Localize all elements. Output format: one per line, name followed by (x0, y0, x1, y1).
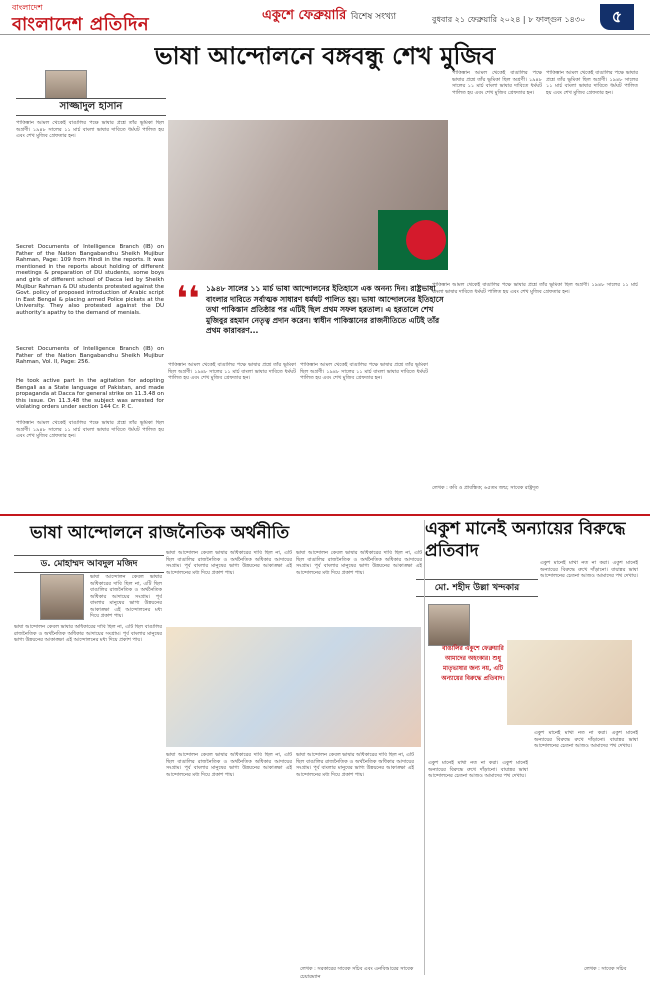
newspaper-logo[interactable]: বাংলাদেশ প্রতিদিন (12, 14, 150, 35)
article-3-pull-quote: বাঙালির একুশে ফেব্রুয়ারি আমাদের অহংকার। শুধু মাতৃভাষার জন্য নয়, এটি অন্যায়ের বিরুদ্ধে প্রতিবাদ। (441, 645, 505, 682)
article-1-english-1: Secret Documents of Intelligence Branch (IB) on Father of the Nation Bangabandhu Sheikh Mujibur Rahman, Page: 109 from Hindi in the reports. It was mentioned in the reports about holding of different meetings & preparation of DU students, some boys and girls of different school of Dacca led by Sheikh Mujibur Rahman & DU students protested against the Govt. policy of proposed introduction of Arabic script in East Bengal & placing armed Police pickets at the University. They also protested against the DU authority's apathy to the demand of menials. (16, 244, 164, 316)
article-1-body-col4: পাকিস্তান আমল থেকেই বাঙালির পক্ষে ভাষার প্রশ্নে তাঁর ভূমিকা ছিল অগ্রণী। ১৯৪৮ সালের ১১ মার্চ বাংলা ভাষার দাবিতে ধর্মঘট পালিত হয় এবং শেখ মুজিব গ্রেফতার হন। (546, 70, 638, 96)
article-3-intro: একুশ মানেই মাথা নত না করা। একুশ মানেই অন্যায়ের বিরুদ্ধে রুখে দাঁড়ানো। বায়ান্নর ভাষা আন্দোলনের চেতনা আজও আমাদের পথ দেখায়। (540, 560, 638, 579)
special-issue-main: একুশে ফেব্রুয়ারি (262, 8, 347, 23)
article-2-body-col2b: ভাষা আন্দোলন কেবল ভাষার অধিকারের দাবি ছিল না, এটি ছিল বাঙালির রাজনৈতিক ও অর্থনৈতিক অধিকার আদায়ের সংগ্রাম। পূর্ব বাংলার মানুষের ভাগ্য উন্নয়নের আকাঙ্ক্ষা এই আন্দোলনের মধ্য দিয়ে প্রকাশ পায়। (296, 550, 422, 576)
article-2-author: ড. মোহাম্মদ আবদুল মজিদ (14, 555, 164, 573)
article-2-intro: ভাষা আন্দোলন কেবল ভাষার অধিকারের দাবি ছিল না, এটি ছিল বাঙালির রাজনৈতিক ও অর্থনৈতিক অধিকার আদায়ের সংগ্রাম। পূর্ব বাংলার মানুষের ভাগ্য উন্নয়নের আকাঙ্ক্ষা এই আন্দোলনের মধ্য দিয়ে প্রকাশ পায়। (90, 574, 162, 619)
article-1-body-col3: পাকিস্তান আমল থেকেই বাঙালির পক্ষে ভাষার প্রশ্নে তাঁর ভূমিকা ছিল অগ্রণী। ১৯৪৮ সালের ১১ মার্চ বাংলা ভাষার দাবিতে ধর্মঘট পালিত হয় এবং শেখ মুজিব গ্রেফতার হন। (452, 70, 542, 96)
article-2-headline[interactable]: ভাষা আন্দোলনে রাজনৈতিক অর্থনীতি (30, 523, 290, 543)
quote-mark-icon: ❛❛ (176, 279, 200, 319)
article-2-body-col1: ভাষা আন্দোলন কেবল ভাষার অধিকারের দাবি ছিল না, এটি ছিল বাঙালির রাজনৈতিক ও অর্থনৈতিক অধিকার আদায়ের সংগ্রাম। পূর্ব বাংলার মানুষের ভাগ্য উন্নয়নের আকাঙ্ক্ষা এই আন্দোলনের মধ্য দিয়ে প্রকাশ পায়। (14, 624, 162, 643)
article-1-body-col2a: পাকিস্তান আমল থেকেই বাঙালির পক্ষে ভাষার প্রশ্নে তাঁর ভূমিকা ছিল অগ্রণী। ১৯৪৮ সালের ১১ মার্চ বাংলা ভাষার দাবিতে ধর্মঘট পালিত হয় এবং শেখ মুজিব গ্রেফতার হন। (168, 362, 296, 381)
article-3-headline[interactable]: একুশ মানেই অন্যায়ের বিরুদ্ধে প্রতিবাদ (425, 519, 626, 561)
article-3-footer: লেখক : সাবেক সচিব (584, 966, 627, 972)
article-1-body-col3b: পাকিস্তান আমল থেকেই বাঙালির পক্ষে ভাষার প্রশ্নে তাঁর ভূমিকা ছিল অগ্রণী। ১৯৪৮ সালের ১১ মার্চ বাংলা ভাষার দাবিতে ধর্মঘট পালিত হয় এবং শেখ মুজিব গ্রেফতার হন। (432, 282, 638, 295)
pull-quote-text: ১৯৪৮ সালের ১১ মার্চ ভাষা আন্দোলনের ইতিহাসে এক অনন্য দিন। রাষ্ট্রভাষা বাংলার দাবিতে সর্বাত্মক সাধারণ ধর্মঘট পালিত হয়। ভাষা আন্দোলনের ইতিহাসে তথা পাকিস্তান প্রতিষ্ঠার পর এটিই ছিল প্রথম সফল হরতাল। এ হরতালে শেখ মুজিবুর রহমান নেতৃত্ব প্রদান করেন। স্বাধীন পাকিস্তানের রাজনীতিতে এটিই তাঁর প্রথম কারাবরণ... (206, 284, 444, 335)
article-3-body-col1: একুশ মানেই মাথা নত না করা। একুশ মানেই অন্যায়ের বিরুদ্ধে রুখে দাঁড়ানো। বায়ান্নর ভাষা আন্দোলনের চেতনা আজও আমাদের পথ দেখায়। (428, 760, 528, 779)
author-2-photo (40, 574, 84, 620)
special-issue-sub: বিশেষ সংখ্যা (350, 12, 397, 22)
article-1-english-3: He took active part in the agitation for adopting Bengali as a State language of Pakistan, and made propaganda at Dacca for general strike on 11.3.48 on this issue. On 11.3.48 the subject was arrested for violating orders under section 144 Cr. P. C. (16, 378, 164, 411)
article-3-author: মো. শহীদ উল্লা খন্দকার (416, 579, 538, 597)
article-2-body-col3: ভাষা আন্দোলন কেবল ভাষার অধিকারের দাবি ছিল না, এটি ছিল বাঙালির রাজনৈতিক ও অর্থনৈতিক অধিকার আদায়ের সংগ্রাম। পূর্ব বাংলার মানুষের ভাগ্য উন্নয়নের আকাঙ্ক্ষা এই আন্দোলনের মধ্য দিয়ে প্রকাশ পায়। (166, 752, 292, 778)
article-1-lead-text: পাকিস্তান আমল থেকেই বাঙালির পক্ষে ভাষার প্রশ্নে তাঁর ভূমিকা ছিল অগ্রণী। ১৯৪৮ সালের ১১ মার্চ বাংলা ভাষার দাবিতে ধর্মঘট পালিত হয় এবং শেখ মুজিব গ্রেফতার হন। (16, 120, 164, 139)
article-2-body-col4: ভাষা আন্দোলন কেবল ভাষার অধিকারের দাবি ছিল না, এটি ছিল বাঙালির রাজনৈতিক ও অর্থনৈতিক অধিকার আদায়ের সংগ্রাম। পূর্ব বাংলার মানুষের ভাগ্য উন্নয়নের আকাঙ্ক্ষা এই আন্দোলনের মধ্য দিয়ে প্রকাশ পায়। (296, 752, 414, 778)
article-1-author: সাজ্জাদুল হাসান (16, 98, 166, 116)
article-1-body-col2b: পাকিস্তান আমল থেকেই বাঙালির পক্ষে ভাষার প্রশ্নে তাঁর ভূমিকা ছিল অগ্রণী। ১৯৪৮ সালের ১১ মার্চ বাংলা ভাষার দাবিতে ধর্মঘট পালিত হয় এবং শেখ মুজিব গ্রেফতার হন। (300, 362, 428, 381)
column-divider (424, 520, 425, 975)
article-3-illustration (507, 640, 632, 725)
flag-circle (406, 220, 446, 260)
article-1-headline[interactable]: ভাষা আন্দোলনে বঙ্গবন্ধু শেখ মুজিব (154, 42, 496, 70)
article-2-footer: লেখক : সরকারের সাবেক সচিব এবং এনবিআরের সাবেক চেয়ারম্যান (300, 966, 414, 980)
article-1-body-col1: পাকিস্তান আমল থেকেই বাঙালির পক্ষে ভাষার প্রশ্নে তাঁর ভূমিকা ছিল অগ্রণী। ১৯৪৮ সালের ১১ মার্চ বাংলা ভাষার দাবিতে ধর্মঘট পালিত হয় এবং শেখ মুজিব গ্রেফতার হন। (16, 420, 164, 439)
page-number: ৫ (600, 4, 634, 30)
special-issue-title (262, 6, 396, 27)
article-2-illustration (166, 627, 421, 747)
article-1-english-2: Secret Documents of Intelligence Branch (IB) on Father of the Nation Bangabandhu Sheikh Mujibur Rahman, Vol. II, Page: 256. (16, 346, 164, 366)
article-3-body-col2: একুশ মানেই মাথা নত না করা। একুশ মানেই অন্যায়ের বিরুদ্ধে রুখে দাঁড়ানো। বায়ান্নর ভাষা আন্দোলনের চেতনা আজও আমাদের পথ দেখায়। (534, 730, 638, 749)
section-divider (0, 514, 650, 516)
article-1-author-caption: লেখক : কবি ও প্রাবন্ধিক; ৬৫তম জন্ম; সাবেক রাষ্ট্রদূত (432, 485, 539, 491)
issue-date: বুধবার ২১ ফেব্রুয়ারি ২০২৪ | ৮ ফাল্গুন ১৪৩০ (432, 15, 586, 24)
brand-tagline: বাংলাদেশ (12, 3, 43, 12)
article-2-body-col2a: ভাষা আন্দোলন কেবল ভাষার অধিকারের দাবি ছিল না, এটি ছিল বাঙালির রাজনৈতিক ও অর্থনৈতিক অধিকার আদায়ের সংগ্রাম। পূর্ব বাংলার মানুষের ভাগ্য উন্নয়নের আকাঙ্ক্ষা এই আন্দোলনের মধ্য দিয়ে প্রকাশ পায়। (166, 550, 292, 576)
article-1-illustration (168, 120, 448, 270)
author-3-photo (428, 604, 470, 646)
